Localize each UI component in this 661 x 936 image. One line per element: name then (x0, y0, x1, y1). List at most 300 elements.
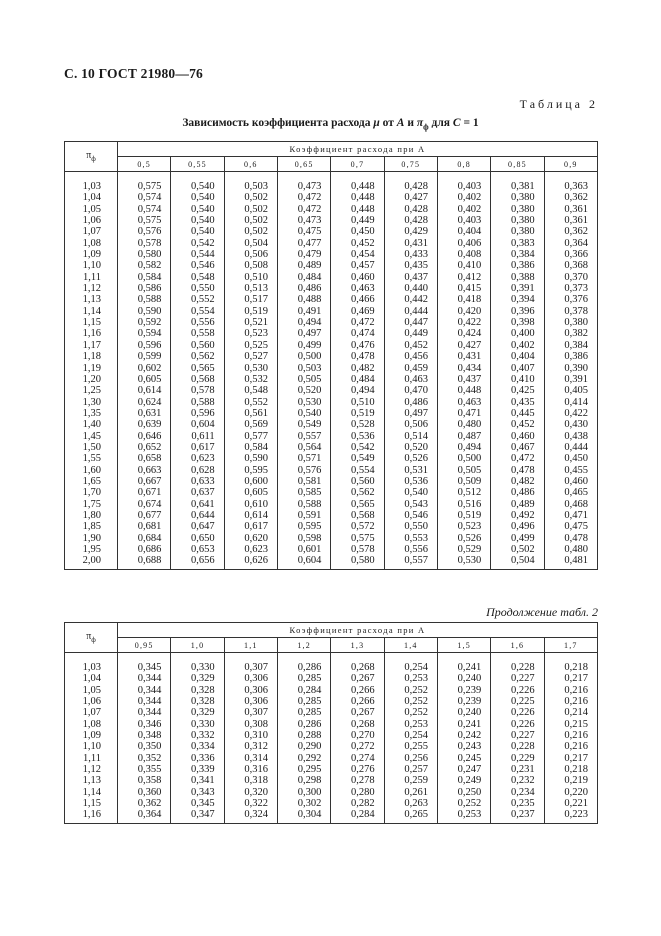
coefficient-cell: 0,633 (171, 476, 224, 487)
coefficient-cell: 0,266 (331, 685, 384, 696)
coefficient-cell: 0,605 (118, 374, 171, 385)
coefficient-cell: 0,247 (437, 764, 490, 775)
coefficient-cell: 0,366 (544, 249, 597, 260)
coefficient-cell: 0,569 (224, 419, 277, 430)
coefficient-cell: 0,452 (384, 340, 437, 351)
coefficient-cell: 0,628 (171, 465, 224, 476)
coefficient-cell: 0,239 (437, 696, 490, 707)
table-row (65, 294, 598, 305)
coefficient-cell: 0,361 (544, 215, 597, 226)
coefficient-cell: 0,610 (224, 499, 277, 510)
coefficient-cell: 0,557 (384, 555, 437, 569)
coefficient-cell: 0,523 (437, 521, 490, 532)
coefficient-cell: 0,407 (491, 363, 544, 374)
coefficient-cell: 0,684 (118, 533, 171, 544)
coefficient-cell: 0,475 (544, 521, 597, 532)
coefficient-cell: 0,266 (331, 696, 384, 707)
coefficient-cell: 0,388 (491, 272, 544, 283)
pi-value-cell: 1,09 (65, 730, 118, 741)
coefficient-cell: 0,288 (277, 730, 330, 741)
mu-column-header: 1,2 (277, 638, 330, 653)
pi-value-cell: 1,55 (65, 453, 118, 464)
coefficient-cell: 0,562 (331, 487, 384, 498)
coefficient-cell: 0,414 (544, 397, 597, 408)
coefficient-cell: 0,588 (277, 499, 330, 510)
coefficient-cell: 0,228 (491, 741, 544, 752)
coefficient-cell: 0,449 (331, 215, 384, 226)
coefficient-cell: 0,380 (491, 192, 544, 203)
coefficient-cell: 0,404 (437, 226, 490, 237)
coefficient-cell: 0,237 (491, 809, 544, 823)
coefficient-cell: 0,285 (277, 696, 330, 707)
coefficient-cell: 0,546 (171, 260, 224, 271)
coefficient-cell: 0,214 (544, 707, 597, 718)
coefficient-cell: 0,502 (491, 544, 544, 555)
coefficient-cell: 0,540 (171, 192, 224, 203)
coefficient-cell: 0,252 (384, 696, 437, 707)
coefficient-cell: 0,480 (544, 544, 597, 555)
pi-value-cell: 1,40 (65, 419, 118, 430)
coefficient-cell: 0,306 (224, 696, 277, 707)
pi-value-cell: 1,12 (65, 283, 118, 294)
coefficient-cell: 0,468 (544, 499, 597, 510)
coefficient-cell: 0,386 (491, 260, 544, 271)
coefficient-cell: 0,503 (277, 363, 330, 374)
table-row (65, 306, 598, 317)
coefficient-cell: 0,348 (118, 730, 171, 741)
coefficient-cell: 0,594 (118, 328, 171, 339)
coefficient-cell: 0,472 (277, 204, 330, 215)
coefficient-cell: 0,467 (491, 442, 544, 453)
coefficient-cell: 0,450 (331, 226, 384, 237)
coefficient-cell: 0,556 (171, 317, 224, 328)
coefficient-cell: 0,596 (171, 408, 224, 419)
coefficient-cell: 0,543 (384, 499, 437, 510)
pi-value-cell: 1,75 (65, 499, 118, 510)
coefficient-cell: 0,504 (224, 238, 277, 249)
coefficient-cell: 0,306 (224, 673, 277, 684)
coefficient-cell: 0,384 (544, 340, 597, 351)
pi-subscript: ф (91, 636, 96, 644)
coefficient-cell: 0,475 (277, 226, 330, 237)
coefficient-cell: 0,386 (544, 351, 597, 362)
coefficient-cell: 0,549 (277, 419, 330, 430)
coefficient-cell: 0,457 (331, 260, 384, 271)
table-row (65, 317, 598, 328)
coefficient-cell: 0,525 (224, 340, 277, 351)
coefficient-cell: 0,463 (384, 374, 437, 385)
pi-value-cell: 1,14 (65, 787, 118, 798)
table-row (65, 653, 598, 674)
coefficient-cell: 0,565 (171, 363, 224, 374)
table-row (65, 555, 598, 569)
coefficient-cell: 0,344 (118, 707, 171, 718)
coefficient-cell: 0,686 (118, 544, 171, 555)
table-row (65, 192, 598, 203)
table-row (65, 419, 598, 430)
coefficient-cell: 0,540 (171, 172, 224, 193)
coefficient-cell: 0,216 (544, 685, 597, 696)
table-row (65, 499, 598, 510)
coefficient-cell: 0,280 (331, 787, 384, 798)
coefficient-cell: 0,332 (171, 730, 224, 741)
pi-value-cell: 1,90 (65, 533, 118, 544)
coefficient-cell: 0,600 (224, 476, 277, 487)
coefficient-cell: 0,398 (491, 317, 544, 328)
title-eq: = 1 (460, 117, 479, 129)
coefficient-cell: 0,322 (224, 798, 277, 809)
coefficient-cell: 0,402 (491, 340, 544, 351)
coefficient-cell: 0,452 (491, 419, 544, 430)
coefficient-cell: 0,550 (384, 521, 437, 532)
table-body (65, 653, 598, 824)
coefficient-cell: 0,463 (437, 397, 490, 408)
coefficient-cell: 0,425 (491, 385, 544, 396)
coefficient-cell: 0,284 (277, 685, 330, 696)
coefficient-cell: 0,259 (384, 775, 437, 786)
table-row (65, 487, 598, 498)
coefficient-cell: 0,540 (171, 215, 224, 226)
table-row (65, 476, 598, 487)
coefficient-cell: 0,502 (224, 192, 277, 203)
coefficient-cell: 0,316 (224, 764, 277, 775)
coefficient-cell: 0,624 (118, 397, 171, 408)
coefficient-cell: 0,510 (331, 397, 384, 408)
coefficient-cell: 0,530 (437, 555, 490, 569)
coefficient-cell: 0,506 (224, 249, 277, 260)
coefficient-cell: 0,548 (224, 385, 277, 396)
pi-column-header (65, 623, 118, 653)
coefficient-cell: 0,512 (437, 487, 490, 498)
coefficient-cell: 0,540 (171, 226, 224, 237)
coefficient-cell: 0,558 (171, 328, 224, 339)
coefficient-cell: 0,215 (544, 719, 597, 730)
coefficient-cell: 0,554 (171, 306, 224, 317)
table-row (65, 673, 598, 684)
coefficient-cell: 0,488 (277, 294, 330, 305)
table-row (65, 521, 598, 532)
coefficient-cell: 0,604 (277, 555, 330, 569)
coefficient-cell: 0,450 (544, 453, 597, 464)
coefficient-cell: 0,355 (118, 764, 171, 775)
coefficient-cell: 0,448 (331, 192, 384, 203)
coefficient-cell: 0,494 (277, 317, 330, 328)
coefficient-cell: 0,552 (224, 397, 277, 408)
coefficient-cell: 0,250 (437, 787, 490, 798)
coefficient-cell: 0,231 (491, 764, 544, 775)
title-prefix: Зависимость коэффициента расхода (182, 117, 374, 129)
coefficient-cell: 0,330 (171, 653, 224, 674)
table-row (65, 374, 598, 385)
coefficient-cell: 0,263 (384, 798, 437, 809)
coefficient-cell: 0,520 (384, 442, 437, 453)
coefficient-cell: 0,347 (171, 809, 224, 823)
coefficient-cell: 0,336 (171, 753, 224, 764)
table-row (65, 351, 598, 362)
coefficient-cell: 0,254 (384, 730, 437, 741)
pi-value-cell: 1,03 (65, 653, 118, 674)
coefficient-cell: 0,312 (224, 741, 277, 752)
mu-column-header: 0,85 (491, 157, 544, 172)
coefficient-cell: 0,647 (171, 521, 224, 532)
coefficient-cell: 0,320 (224, 787, 277, 798)
table-row (65, 753, 598, 764)
pi-value-cell: 1,05 (65, 685, 118, 696)
table-row (65, 363, 598, 374)
pi-value-cell: 1,06 (65, 215, 118, 226)
coefficient-cell: 0,218 (544, 764, 597, 775)
pi-value-cell: 1,07 (65, 707, 118, 718)
coefficient-cell: 0,580 (118, 249, 171, 260)
coefficient-cell: 0,286 (277, 653, 330, 674)
table-row (65, 798, 598, 809)
coefficient-cell: 0,257 (384, 764, 437, 775)
coefficient-cell: 0,576 (277, 465, 330, 476)
coefficient-cell: 0,588 (118, 294, 171, 305)
coefficient-cell: 0,631 (118, 408, 171, 419)
pi-value-cell: 1,07 (65, 226, 118, 237)
coefficient-cell: 0,471 (437, 408, 490, 419)
coefficient-cell: 0,223 (544, 809, 597, 823)
coefficient-cell: 0,540 (171, 204, 224, 215)
coefficient-span-header: Коэффициент расхода при A (118, 623, 598, 638)
coefficient-cell: 0,216 (544, 696, 597, 707)
coefficient-cell: 0,529 (437, 544, 490, 555)
table-number-label: Таблица 2 (519, 97, 598, 111)
title-pi-subscript: ф (423, 122, 429, 132)
coefficient-cell: 0,571 (277, 453, 330, 464)
coefficient-cell: 0,499 (277, 340, 330, 351)
coefficient-cell: 0,527 (224, 351, 277, 362)
coefficient-cell: 0,295 (277, 764, 330, 775)
pi-value-cell: 1,11 (65, 272, 118, 283)
coefficient-cell: 0,285 (277, 673, 330, 684)
coefficient-cell: 0,519 (224, 306, 277, 317)
coefficient-cell: 0,557 (277, 431, 330, 442)
coefficient-cell: 0,516 (437, 499, 490, 510)
table-title (0, 117, 661, 131)
coefficient-cell: 0,435 (491, 397, 544, 408)
coefficient-cell: 0,487 (437, 431, 490, 442)
coefficient-cell: 0,438 (544, 431, 597, 442)
coefficient-cell: 0,581 (277, 476, 330, 487)
coefficient-cell: 0,408 (437, 249, 490, 260)
mu-header-row (65, 638, 598, 653)
coefficient-cell: 0,470 (384, 385, 437, 396)
pi-value-cell: 1,04 (65, 192, 118, 203)
coefficient-cell: 0,428 (384, 215, 437, 226)
coefficient-cell: 0,526 (437, 533, 490, 544)
coefficient-cell: 0,433 (384, 249, 437, 260)
coefficient-cell: 0,509 (437, 476, 490, 487)
table-row (65, 544, 598, 555)
coefficient-cell: 0,343 (171, 787, 224, 798)
mu-column-header: 0,95 (118, 638, 171, 653)
coefficient-cell: 0,380 (491, 204, 544, 215)
title-c-symbol: C (452, 117, 461, 129)
coefficient-cell: 0,437 (437, 374, 490, 385)
coefficient-cell: 0,394 (491, 294, 544, 305)
coefficient-cell: 0,575 (118, 215, 171, 226)
coefficient-cell: 0,402 (437, 192, 490, 203)
mu-column-header: 0,8 (437, 157, 490, 172)
coefficient-cell: 0,329 (171, 673, 224, 684)
coefficient-cell: 0,452 (331, 238, 384, 249)
table-row (65, 764, 598, 775)
coefficient-cell: 0,350 (118, 741, 171, 752)
mu-column-header: 1,3 (331, 638, 384, 653)
mu-column-header: 0,75 (384, 157, 437, 172)
coefficient-cell: 0,429 (384, 226, 437, 237)
coefficient-cell: 0,578 (118, 238, 171, 249)
coefficient-cell: 0,330 (171, 719, 224, 730)
title-and: и (404, 117, 417, 129)
coefficient-cell: 0,370 (544, 272, 597, 283)
pi-value-cell: 1,15 (65, 317, 118, 328)
coefficient-cell: 0,494 (331, 385, 384, 396)
coefficient-cell: 0,584 (118, 272, 171, 283)
pi-value-cell: 1,45 (65, 431, 118, 442)
pi-value-cell: 1,08 (65, 238, 118, 249)
flow-coefficient-table (64, 141, 598, 570)
mu-column-header: 0,6 (224, 157, 277, 172)
coefficient-cell: 0,497 (277, 328, 330, 339)
coefficient-cell: 0,422 (437, 317, 490, 328)
continuation-label: Продолжение табл. 2 (486, 605, 598, 619)
coefficient-cell: 0,240 (437, 707, 490, 718)
pi-value-cell: 1,35 (65, 408, 118, 419)
coefficient-cell: 0,318 (224, 775, 277, 786)
coefficient-cell: 0,561 (224, 408, 277, 419)
coefficient-cell: 0,560 (171, 340, 224, 351)
coefficient-cell: 0,300 (277, 787, 330, 798)
coefficient-cell: 0,358 (118, 775, 171, 786)
coefficient-cell: 0,582 (118, 260, 171, 271)
coefficient-cell: 0,435 (384, 260, 437, 271)
coefficient-cell: 0,656 (171, 555, 224, 569)
coefficient-cell: 0,530 (224, 363, 277, 374)
coefficient-cell: 0,444 (544, 442, 597, 453)
coefficient-cell: 0,637 (171, 487, 224, 498)
mu-column-header: 0,9 (544, 157, 597, 172)
coefficient-cell: 0,585 (277, 487, 330, 498)
coefficient-cell: 0,552 (171, 294, 224, 305)
coefficient-cell: 0,368 (544, 260, 597, 271)
coefficient-cell: 0,472 (277, 192, 330, 203)
coefficient-cell: 0,302 (277, 798, 330, 809)
coefficient-cell: 0,352 (118, 753, 171, 764)
pi-value-cell: 1,50 (65, 442, 118, 453)
coefficient-cell: 0,568 (331, 510, 384, 521)
coefficient-cell: 0,400 (491, 328, 544, 339)
pi-value-cell: 1,16 (65, 328, 118, 339)
coefficient-cell: 0,339 (171, 764, 224, 775)
coefficient-cell: 0,243 (437, 741, 490, 752)
coefficient-cell: 0,219 (544, 775, 597, 786)
coefficient-cell: 0,241 (437, 653, 490, 674)
pi-value-cell: 1,17 (65, 340, 118, 351)
pi-value-cell: 1,20 (65, 374, 118, 385)
coefficient-cell: 0,644 (171, 510, 224, 521)
mu-column-header: 0,5 (118, 157, 171, 172)
mu-column-header: 0,7 (331, 157, 384, 172)
table-row (65, 809, 598, 823)
coefficient-cell: 0,473 (277, 172, 330, 193)
coefficient-cell: 0,391 (491, 283, 544, 294)
coefficient-cell: 0,572 (331, 521, 384, 532)
coefficient-cell: 0,402 (437, 204, 490, 215)
coefficient-cell: 0,465 (544, 487, 597, 498)
coefficient-cell: 0,228 (491, 653, 544, 674)
coefficient-cell: 0,602 (118, 363, 171, 374)
coefficient-cell: 0,484 (331, 374, 384, 385)
mu-header-row (65, 157, 598, 172)
table-row (65, 204, 598, 215)
coefficient-cell: 0,424 (437, 328, 490, 339)
coefficient-cell: 0,617 (171, 442, 224, 453)
mu-column-header: 1,7 (544, 638, 597, 653)
coefficient-cell: 0,494 (437, 442, 490, 453)
coefficient-cell: 0,364 (118, 809, 171, 823)
coefficient-cell: 0,463 (331, 283, 384, 294)
coefficient-cell: 0,227 (491, 730, 544, 741)
coefficient-cell: 0,599 (118, 351, 171, 362)
coefficient-cell: 0,478 (491, 465, 544, 476)
table-row (65, 453, 598, 464)
table-row (65, 385, 598, 396)
coefficient-cell: 0,344 (118, 696, 171, 707)
coefficient-cell: 0,276 (331, 764, 384, 775)
pi-value-cell: 1,80 (65, 510, 118, 521)
coefficient-cell: 0,241 (437, 719, 490, 730)
coefficient-cell: 0,590 (118, 306, 171, 317)
table-row (65, 249, 598, 260)
table-row (65, 340, 598, 351)
coefficient-cell: 0,221 (544, 798, 597, 809)
coefficient-cell: 0,268 (331, 719, 384, 730)
coefficient-cell: 0,415 (437, 283, 490, 294)
coefficient-cell: 0,598 (277, 533, 330, 544)
coefficient-cell: 0,590 (224, 453, 277, 464)
coefficient-cell: 0,442 (384, 294, 437, 305)
coefficient-cell: 0,454 (331, 249, 384, 260)
coefficient-cell: 0,510 (224, 272, 277, 283)
coefficient-cell: 0,344 (118, 673, 171, 684)
pi-subscript: ф (91, 155, 96, 163)
coefficient-cell: 0,362 (544, 226, 597, 237)
table-row (65, 260, 598, 271)
coefficient-cell: 0,496 (491, 521, 544, 532)
coefficient-cell: 0,574 (118, 192, 171, 203)
pi-value-cell: 1,03 (65, 172, 118, 193)
coefficient-cell: 0,499 (491, 533, 544, 544)
coefficient-cell: 0,304 (277, 809, 330, 823)
coefficient-cell: 0,466 (331, 294, 384, 305)
coefficient-cell: 0,216 (544, 741, 597, 752)
mu-column-header: 1,1 (224, 638, 277, 653)
pi-value-cell: 1,85 (65, 521, 118, 532)
table-row (65, 696, 598, 707)
coefficient-cell: 0,477 (277, 238, 330, 249)
coefficient-cell: 0,504 (491, 555, 544, 569)
coefficient-cell: 0,667 (118, 476, 171, 487)
pi-value-cell: 1,60 (65, 465, 118, 476)
coefficient-cell: 0,614 (224, 510, 277, 521)
coefficient-cell: 0,292 (277, 753, 330, 764)
coefficient-cell: 0,434 (437, 363, 490, 374)
coefficient-cell: 0,530 (277, 397, 330, 408)
coefficient-cell: 0,324 (224, 809, 277, 823)
